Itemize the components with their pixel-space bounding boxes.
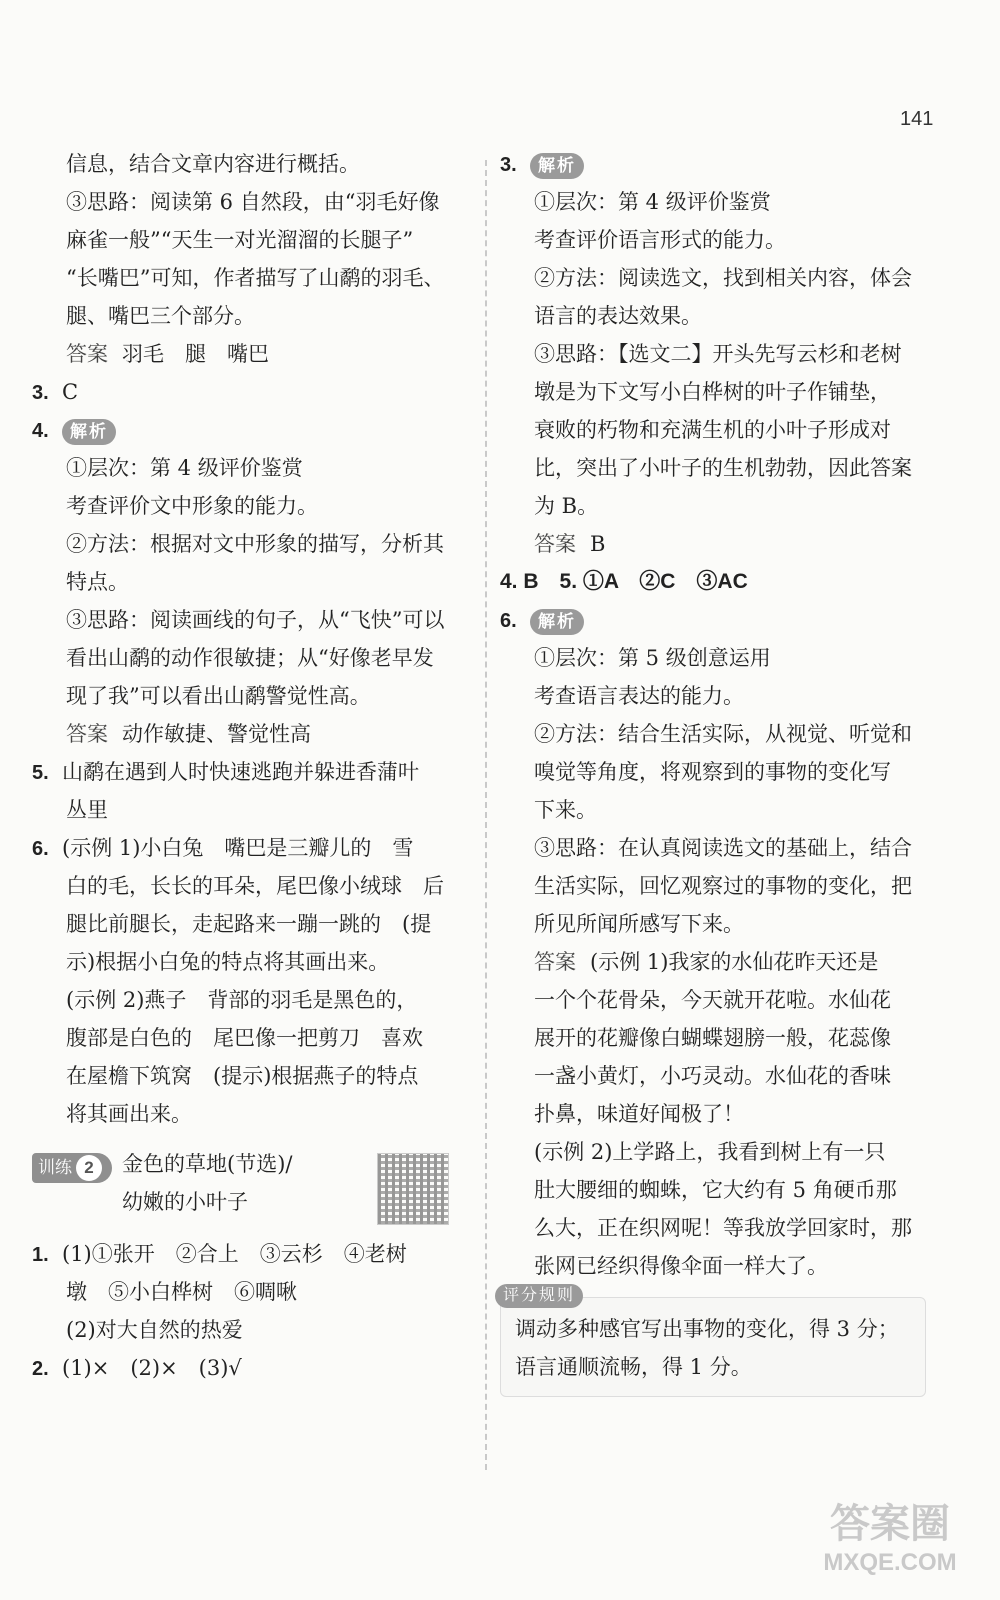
text-line: 肚大腰细的蜘蛛，它大约有 5 角硬币那	[534, 1178, 897, 1202]
text-line: 特点。	[66, 570, 129, 594]
question-number: 4.	[32, 420, 49, 442]
text-line: 扑鼻，味道好闻极了！	[534, 1102, 744, 1126]
training-number: 2	[76, 1155, 102, 1181]
text-line: (示例 2)上学路上，我看到树上有一只	[534, 1140, 886, 1164]
text-line: ①层次：第 4 级评价鉴赏	[534, 190, 771, 214]
analysis-badge: 解析	[62, 419, 116, 445]
text-line: 看出山鹬的动作很敏捷；从“好像老早发	[66, 646, 434, 670]
watermark-url: MXQE.COM	[823, 1549, 957, 1576]
question-number: 3.	[500, 154, 517, 176]
training-title-line: 幼嫩的小叶子	[122, 1190, 248, 1214]
page-number: 141	[900, 108, 934, 130]
text-line: 为 B。	[534, 494, 599, 518]
answer-label: 答案	[534, 533, 576, 556]
question-5	[32, 753, 472, 791]
question-3-header	[500, 145, 940, 183]
answer-text: (1)× (2)× (3)√	[62, 1356, 242, 1380]
question-number: 1.	[32, 1244, 49, 1266]
text-line: (2)对大自然的热爱	[66, 1318, 243, 1342]
scoring-rules-box	[500, 1287, 926, 1397]
text-line: 丛里	[66, 798, 108, 822]
text-line: 现了我”可以看出山鹬警觉性高。	[66, 684, 371, 708]
answer-label: 答案	[66, 343, 108, 366]
watermark-text: 答案圈	[830, 1502, 950, 1546]
question-4-header	[32, 411, 472, 449]
text-line: 一盏小黄灯，小巧灵动。水仙花的香味	[534, 1064, 891, 1088]
question-3	[32, 373, 472, 411]
text-line: 张网已经织得像伞面一样大了。	[534, 1254, 828, 1278]
text-line: 比，突出了小叶子的生机勃勃，因此答案	[534, 456, 912, 480]
training-title	[122, 1145, 292, 1221]
answer-label: 答案	[66, 723, 108, 746]
text-line: 考查语言表达的能力。	[534, 684, 744, 708]
training-question-1	[32, 1235, 472, 1273]
analysis-badge: 解析	[530, 609, 584, 635]
text-line: ①层次：第 4 级评价鉴赏	[66, 456, 303, 480]
text-line: 腹部是白色的 尾巴像一把剪刀 喜欢	[66, 1026, 423, 1050]
text-line: ③思路：阅读第 6 自然段，由“羽毛好像	[66, 190, 440, 214]
question-4-5: 4. B 5. ①A ②C ③AC	[500, 570, 748, 593]
answer-text: B	[590, 532, 606, 556]
text-line: 生活实际，回忆观察过的事物的变化，把	[534, 874, 912, 898]
text-line: 一个个花骨朵，今天就开花啦。水仙花	[534, 988, 891, 1012]
qr-code-icon	[377, 1153, 449, 1225]
text-line: 嗅觉等角度，将观察到的事物的变化写	[534, 760, 891, 784]
answer-text: 羽毛 腿 嘴巴	[122, 342, 269, 366]
text-line: 腿、嘴巴三个部分。	[66, 304, 255, 328]
text-line: ②方法：根据对文中形象的描写，分析其	[66, 532, 444, 556]
watermark-logo	[800, 1500, 980, 1590]
left-column	[32, 145, 472, 1387]
text-line: 信息，结合文章内容进行概括。	[66, 152, 360, 176]
text-line: 腿比前腿长，走起路来一蹦一跳的 (提	[66, 912, 432, 936]
text-line: 么大，正在织网呢！等我放学回家时，那	[534, 1216, 912, 1240]
text-line: ③思路：在认真阅读选文的基础上，结合	[534, 836, 912, 860]
scoring-rule: 调动多种感官写出事物的变化，得 3 分；	[515, 1317, 899, 1341]
training-question-2	[32, 1349, 472, 1387]
answer-line	[32, 335, 472, 373]
answer-line	[500, 943, 940, 981]
text-line: 麻雀一般”“天生一对光溜溜的长腿子”	[66, 228, 414, 252]
text-line: 衰败的朽物和充满生机的小叶子形成对	[534, 418, 891, 442]
training-tag	[32, 1153, 112, 1183]
text-line: ②方法：结合生活实际，从视觉、听觉和	[534, 722, 912, 746]
answer-text: (示例 1)我家的水仙花昨天还是	[590, 950, 879, 974]
text-line: 考查评价文中形象的能力。	[66, 494, 318, 518]
question-number: 6.	[500, 610, 517, 632]
question-6	[32, 829, 472, 867]
text-line: 墩是为下文写小白桦树的叶子作铺垫，	[534, 380, 891, 404]
answer-text: (1)①张开 ②合上 ③云杉 ④老树	[62, 1242, 407, 1266]
text-line: 语言的表达效果。	[534, 304, 702, 328]
right-column	[500, 145, 940, 1397]
answer-line	[32, 715, 472, 753]
training-title-line: 金色的草地(节选)/	[122, 1152, 293, 1176]
text-line: 示)根据小白兔的特点将其画出来。	[66, 950, 390, 974]
text-line: (示例 2)燕子 背部的羽毛是黑色的，	[66, 988, 418, 1012]
text-line: ①层次：第 5 级创意运用	[534, 646, 771, 670]
analysis-badge: 解析	[530, 153, 584, 179]
text-line: ②方法：阅读选文，找到相关内容，体会	[534, 266, 912, 290]
text-line: 墩 ⑤小白桦树 ⑥啁啾	[66, 1280, 297, 1304]
answer-text: (示例 1)小白兔 嘴巴是三瓣儿的 雪	[62, 836, 414, 860]
answer-label: 答案	[534, 951, 576, 974]
question-number: 5.	[32, 762, 49, 784]
question-number: 2.	[32, 1358, 49, 1380]
answer-line	[500, 525, 940, 563]
question-6-header	[500, 601, 940, 639]
answer-text: C	[62, 380, 79, 404]
text-line: 所见所闻所感写下来。	[534, 912, 744, 936]
text-line: 考查评价语言形式的能力。	[534, 228, 786, 252]
answer-text: 山鹬在遇到人时快速逃跑并躲进香蒲叶	[62, 760, 419, 784]
text-line: 在屋檐下筑窝 (提示)根据燕子的特点	[66, 1064, 419, 1088]
question-number: 3.	[32, 382, 49, 404]
scoring-rule: 语言通顺流畅，得 1 分。	[515, 1355, 752, 1379]
training-section-header	[32, 1145, 472, 1225]
text-line: ③思路：阅读画线的句子，从“飞快”可以	[66, 608, 445, 632]
text-line: 下来。	[534, 798, 597, 822]
text-line: 白的毛，长长的耳朵，尾巴像小绒球 后	[66, 874, 444, 898]
text-line: “长嘴巴”可知，作者描写了山鹬的羽毛、	[66, 266, 445, 290]
scoring-rules-tag: 评分规则	[495, 1284, 583, 1308]
question-number: 6.	[32, 838, 49, 860]
text-line: ③思路：【选文二】开头先写云杉和老树	[534, 342, 902, 366]
training-label: 训练	[38, 1158, 72, 1177]
answer-text: 动作敏捷、警觉性高	[122, 722, 311, 746]
text-line: 展开的花瓣像白蝴蝶翅膀一般，花蕊像	[534, 1026, 891, 1050]
column-divider	[485, 160, 487, 1470]
text-line: 将其画出来。	[66, 1102, 192, 1126]
